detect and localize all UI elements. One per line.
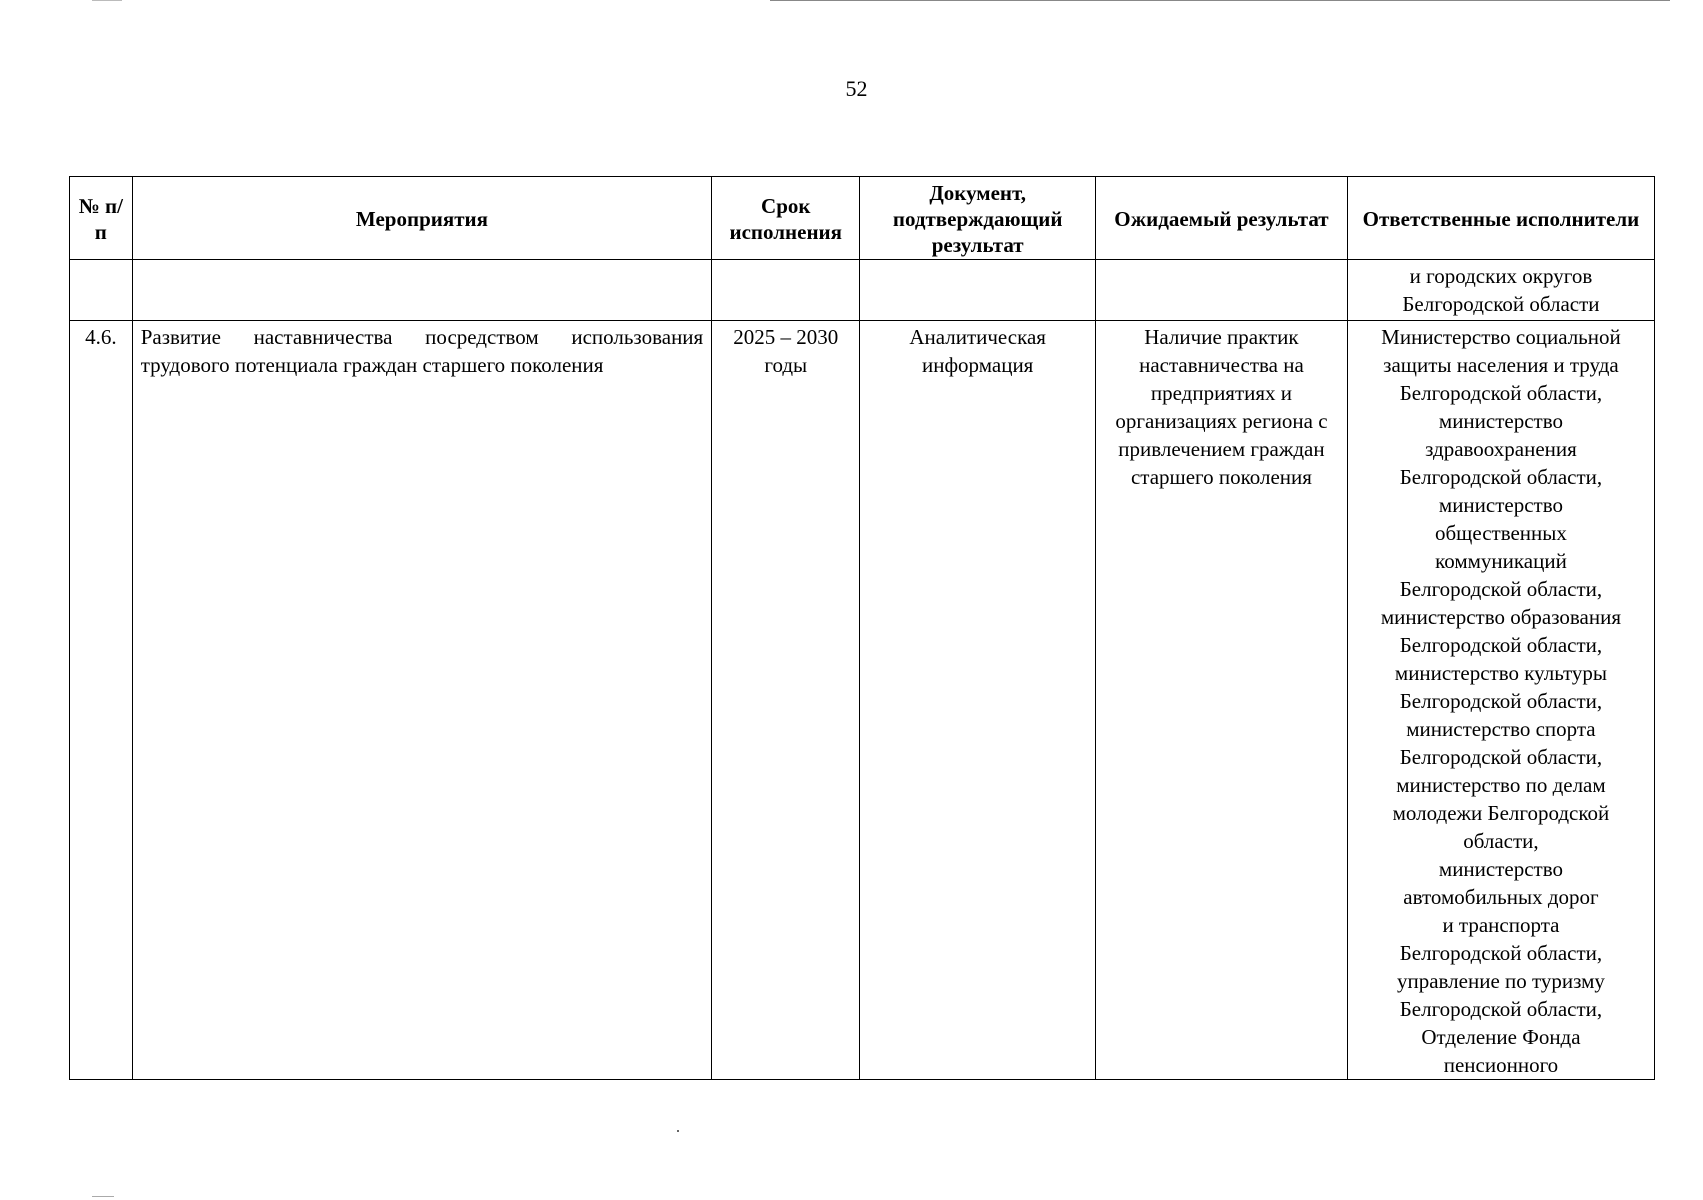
responsible-line: Белгородской области,	[1399, 745, 1603, 769]
responsible-line: защиты населения и труда	[1383, 353, 1619, 377]
table-row	[70, 321, 1655, 1080]
header-responsible: Ответственные исполнители	[1347, 177, 1654, 260]
responsible-line: и транспорта	[1442, 913, 1560, 937]
responsible-line: министерство образования	[1380, 605, 1622, 629]
responsible-line: здравоохранения	[1425, 437, 1577, 461]
responsible-line: Белгородской области,	[1399, 941, 1603, 965]
responsible-line: министерство по делам	[1396, 773, 1606, 797]
responsible-line: области,	[1463, 829, 1539, 853]
responsible-line: министерство	[1438, 857, 1563, 881]
responsible-line: Белгородской области,	[1399, 465, 1603, 489]
responsible-line: Белгородской области,	[1399, 381, 1603, 405]
responsible-line: министерство	[1438, 409, 1563, 433]
header-term: Срок исполнения	[712, 177, 860, 260]
responsible-line: управление по туризму	[1396, 969, 1605, 993]
cell-result	[1096, 260, 1348, 321]
table-header-row	[70, 177, 1655, 260]
cell-term	[712, 260, 860, 321]
cell-term: 2025 – 2030 годы	[712, 321, 860, 1080]
responsible-line: министерство культуры	[1394, 661, 1607, 685]
header-document: Документ, подтверждающий результат	[860, 177, 1096, 260]
responsible-line: Отделение Фонда	[1421, 1025, 1581, 1049]
cell-document: Аналитическая информация	[860, 321, 1096, 1080]
top-rule-left	[92, 0, 122, 1]
responsible-line: общественных	[1435, 521, 1567, 545]
responsible-line: коммуникаций	[1435, 549, 1567, 573]
cell-activity: Развитие наставничества посредством использования трудового потенциала граждан старшего поколения	[132, 321, 712, 1080]
responsible-line: Белгородской области,	[1399, 577, 1603, 601]
header-activity: Мероприятия	[132, 177, 712, 260]
measures-table	[69, 176, 1655, 1080]
responsible-line: Белгородской области,	[1399, 689, 1603, 713]
responsible-line: пенсионного	[1443, 1053, 1559, 1077]
header-result: Ожидаемый результат	[1096, 177, 1348, 260]
responsible-line: министерство	[1438, 493, 1563, 517]
responsible-line: молодежи Белгородской	[1392, 801, 1610, 825]
cell-document	[860, 260, 1096, 321]
bottom-rule	[92, 1196, 114, 1197]
scan-speck	[677, 1130, 679, 1132]
cell-responsible: и городских округов Белгородской области	[1347, 260, 1654, 321]
responsible-line: Белгородской области,	[1399, 997, 1603, 1021]
cell-num: 4.6.	[70, 321, 133, 1080]
responsible-line: министерство спорта	[1406, 717, 1596, 741]
responsible-line: Белгородской области,	[1399, 633, 1603, 657]
responsible-line: Министерство социальной	[1381, 325, 1621, 349]
cell-activity	[132, 260, 712, 321]
table-row-continuation	[70, 260, 1655, 321]
page-number: 52	[845, 76, 868, 101]
cell-responsible	[1347, 321, 1654, 1080]
header-num: № п/п	[70, 177, 133, 260]
top-rule-right	[770, 0, 1670, 1]
responsible-line: автомобильных дорог	[1403, 885, 1599, 909]
cell-result: Наличие практик наставничества на предприятиях и организациях региона с привлечением граждан старшего поколения	[1096, 321, 1348, 1080]
cell-num	[70, 260, 133, 321]
